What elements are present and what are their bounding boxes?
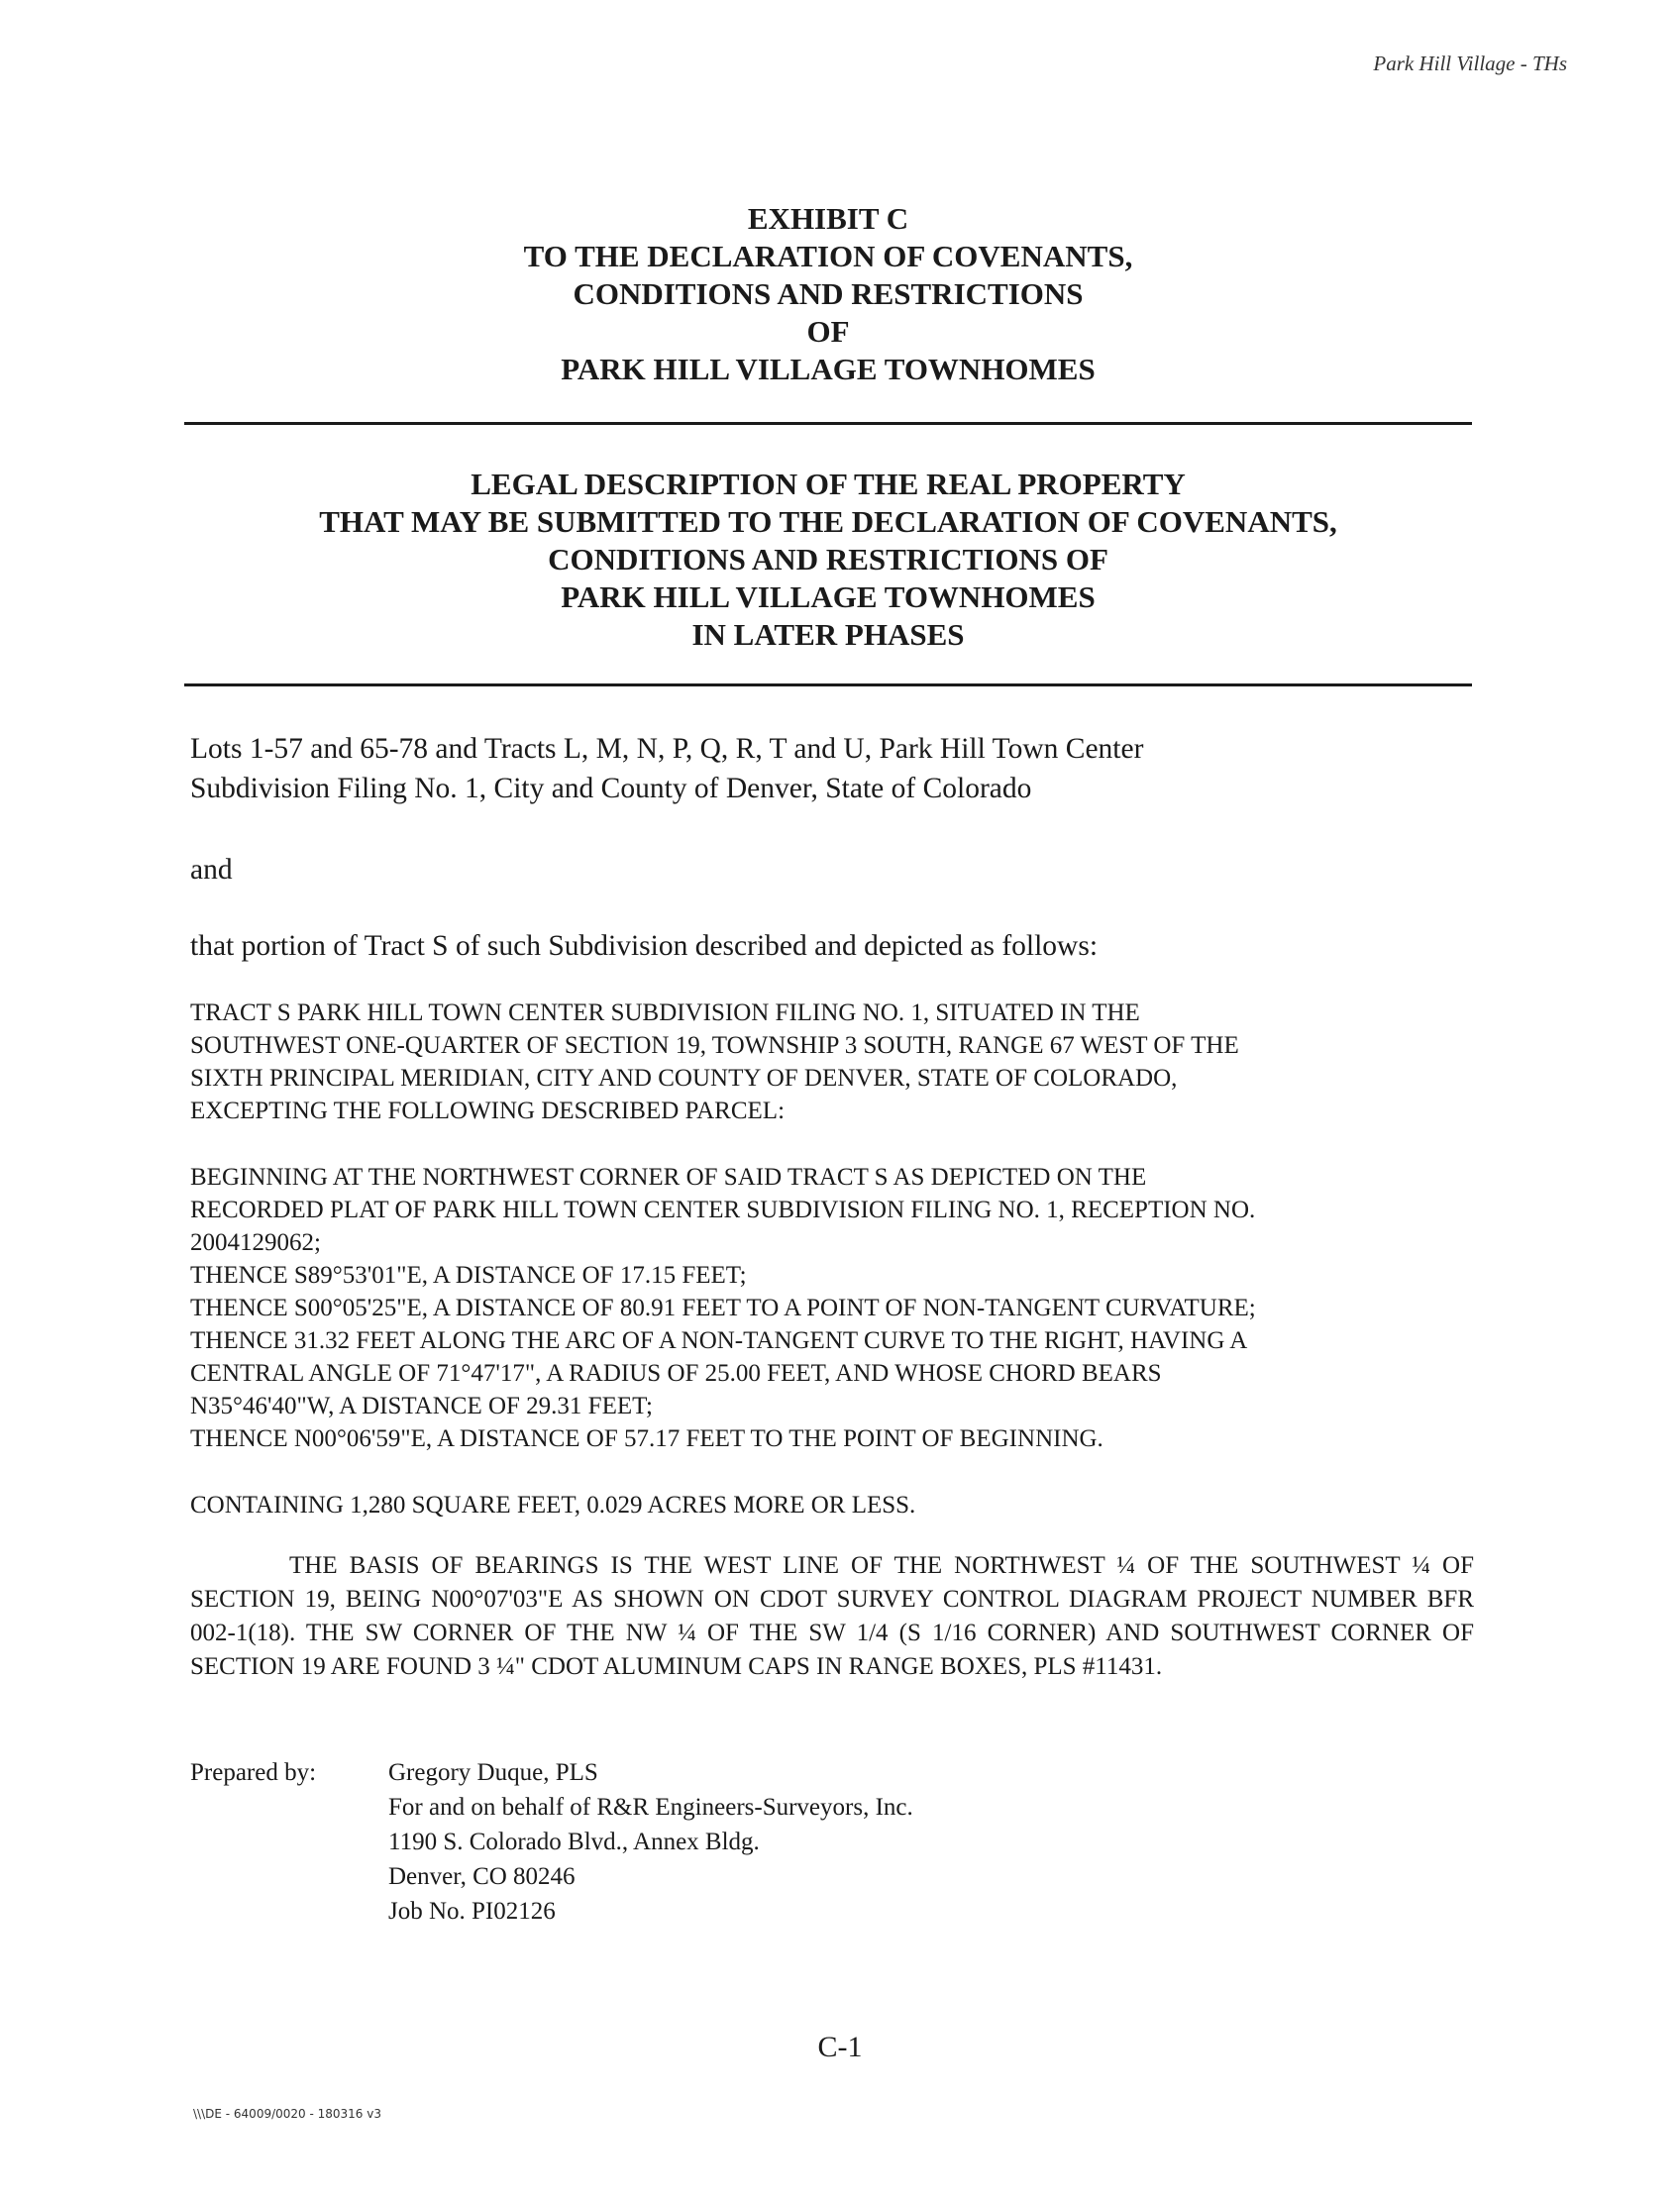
title-line: PARK HILL VILLAGE TOWNHOMES xyxy=(561,579,1096,614)
title-line: THAT MAY BE SUBMITTED TO THE DECLARATION OF COVENANTS, xyxy=(319,504,1337,539)
basis-of-bearings-paragraph: THE BASIS OF BEARINGS IS THE WEST LINE OF THE NORTHWEST ¼ OF THE SOUTHWEST ¼ OF SECTION 19, BEING N00°07'03"E AS SHOWN ON CDOT SURVEY CONTROL DIAGRAM PROJECT NUMBER BFR 002-1(18). THE SW CORNER OF THE NW ¼ OF THE SW 1/4 (S 1/16 CORNER) AND SOUTHWEST CORNER OF SECTION 19 ARE FOUND 3 ¼" CDOT ALUMINUM CAPS IN RANGE BOXES, PLS #11431. xyxy=(190,1552,1474,1680)
preparer-line: Job No. PI02126 xyxy=(388,1898,556,1925)
preparer-line: For and on behalf of R&R Engineers-Surveyors, Inc. xyxy=(388,1794,913,1821)
and-paragraph: and xyxy=(190,854,233,886)
title-line: LEGAL DESCRIPTION OF THE REAL PROPERTY xyxy=(471,467,1186,501)
running-header: Park Hill Village - THs xyxy=(1373,52,1567,75)
legal-line: CENTRAL ANGLE OF 71°47'17", A RADIUS OF 25.00 FEET, AND WHOSE CHORD BEARS xyxy=(190,1360,1162,1387)
preparer-line: Gregory Duque, PLS xyxy=(388,1759,598,1786)
excepted-parcel-description xyxy=(190,1161,1488,1455)
legal-line: BEGINNING AT THE NORTHWEST CORNER OF SAID TRACT S AS DEPICTED ON THE xyxy=(190,1164,1147,1191)
exhibit-title-block xyxy=(184,200,1472,388)
title-line: CONDITIONS AND RESTRICTIONS OF xyxy=(548,542,1108,577)
preparer-line: Denver, CO 80246 xyxy=(388,1863,576,1890)
page-number: C-1 xyxy=(817,2031,863,2063)
title-line: CONDITIONS AND RESTRICTIONS xyxy=(573,276,1084,311)
portion-paragraph: that portion of Tract S of such Subdivision described and depicted as follows: xyxy=(190,930,1099,962)
title-line: OF xyxy=(806,314,850,349)
title-line: IN LATER PHASES xyxy=(691,617,965,652)
title-line: PARK HILL VILLAGE TOWNHOMES xyxy=(561,352,1096,386)
title-line: EXHIBIT C xyxy=(747,201,909,236)
legal-description-title-block xyxy=(184,466,1472,654)
legal-line: THENCE S89°53'01"E, A DISTANCE OF 17.15 FEET; xyxy=(190,1262,747,1289)
preparer-line: 1190 S. Colorado Blvd., Annex Bldg. xyxy=(388,1829,760,1855)
preparer-details xyxy=(388,1755,913,1929)
containing-statement: CONTAINING 1,280 SQUARE FEET, 0.029 ACRES MORE OR LESS. xyxy=(190,1492,916,1519)
paragraph-line: Subdivision Filing No. 1, City and County of Denver, State of Colorado xyxy=(190,773,1032,804)
horizontal-rule xyxy=(184,422,1472,425)
tract-s-description xyxy=(190,996,1488,1127)
prepared-by-block xyxy=(190,1755,913,1929)
legal-line: N35°46'40"W, A DISTANCE OF 29.31 FEET; xyxy=(190,1393,653,1419)
legal-line: SIXTH PRINCIPAL MERIDIAN, CITY AND COUNTY OF DENVER, STATE OF COLORADO, xyxy=(190,1065,1178,1092)
legal-line: SOUTHWEST ONE-QUARTER OF SECTION 19, TOWNSHIP 3 SOUTH, RANGE 67 WEST OF THE xyxy=(190,1032,1239,1059)
document-id: \\\DE - 64009/0020 - 180316 v3 xyxy=(193,2107,381,2121)
legal-line: THENCE N00°06'59"E, A DISTANCE OF 57.17 FEET TO THE POINT OF BEGINNING. xyxy=(190,1425,1103,1452)
lots-paragraph xyxy=(190,729,1478,808)
prepared-by-label: Prepared by: xyxy=(190,1759,317,1786)
legal-line: TRACT S PARK HILL TOWN CENTER SUBDIVISION FILING NO. 1, SITUATED IN THE xyxy=(190,999,1140,1026)
horizontal-rule xyxy=(184,683,1472,686)
legal-line: THENCE S00°05'25"E, A DISTANCE OF 80.91 FEET TO A POINT OF NON-TANGENT CURVATURE; xyxy=(190,1295,1256,1321)
legal-line: RECORDED PLAT OF PARK HILL TOWN CENTER SUBDIVISION FILING NO. 1, RECEPTION NO. xyxy=(190,1197,1256,1223)
paragraph-line: Lots 1-57 and 65-78 and Tracts L, M, N, P, Q, R, T and U, Park Hill Town Center xyxy=(190,733,1144,765)
title-line: TO THE DECLARATION OF COVENANTS, xyxy=(523,239,1133,273)
legal-line: THENCE 31.32 FEET ALONG THE ARC OF A NON-TANGENT CURVE TO THE RIGHT, HAVING A xyxy=(190,1327,1248,1354)
legal-line: EXCEPTING THE FOLLOWING DESCRIBED PARCEL: xyxy=(190,1098,786,1124)
legal-line: 2004129062; xyxy=(190,1229,321,1256)
